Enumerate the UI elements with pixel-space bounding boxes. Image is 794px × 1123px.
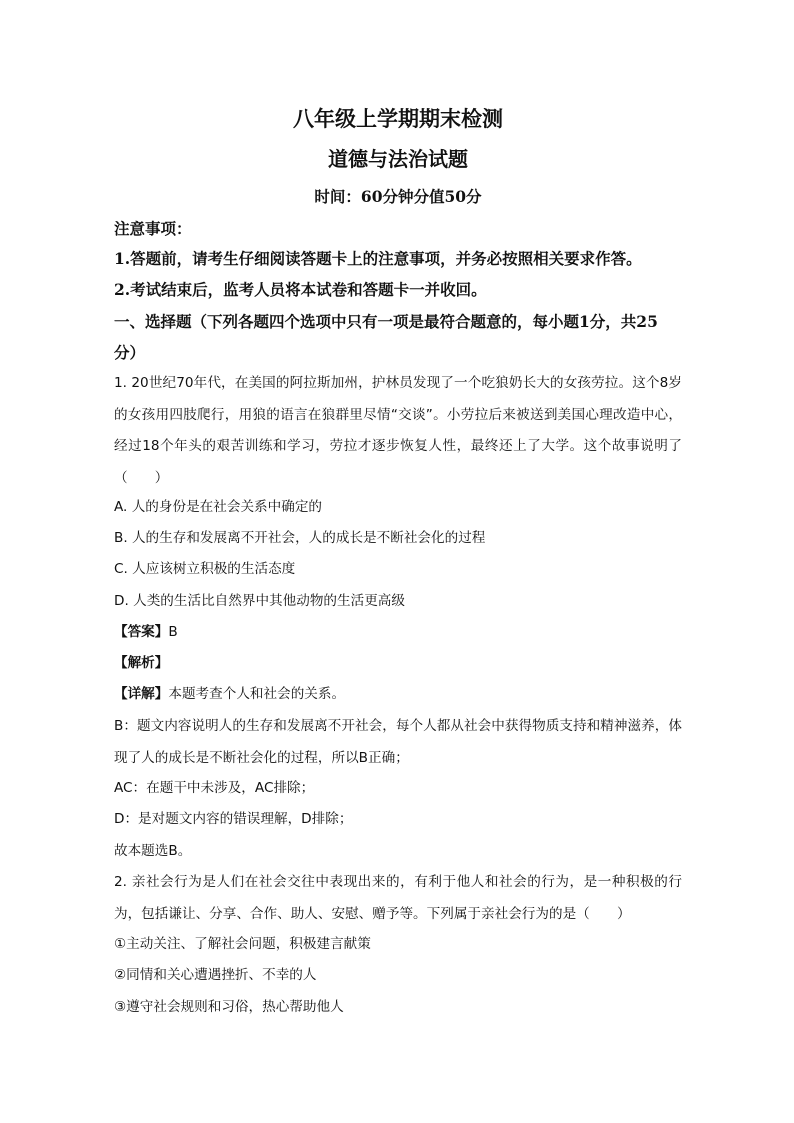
- answer-tag: 【答案】: [114, 624, 169, 640]
- section-heading: 一、选择题（下列各题四个选项中只有一项是最符合题意的，每小题1分，共25: [114, 312, 658, 331]
- question-1-option-b: B. 人的生存和发展离不开社会，人的成长是不断社会化的过程: [114, 530, 486, 546]
- notes-heading: 注意事项：: [114, 219, 192, 238]
- question-1-answer: [114, 617, 682, 649]
- question-2-choice-2: ②同情和关心遭遇挫折、不幸的人: [114, 967, 317, 983]
- analysis-tag: 【解析】: [114, 655, 169, 671]
- question-1-explanation-b: B：题文内容说明人的生存和发展离不开社会，每个人都从社会中获得物质支持和精神滋养，体现了人的成长是不断社会化的过程，所以B正确；: [114, 718, 682, 766]
- question-1-option-a: A. 人的身份是在社会关系中确定的: [114, 499, 323, 515]
- question-1-stem: 1. 20世纪70年代，在美国的阿拉斯加州，护林员发现了一个吃狼奶长大的女孩劳拉。这个8岁的女孩用四肢爬行，用狼的语言在狼群里尽情“交谈”。小劳拉后来被送到美国心理改造中心，经过18个年头的艰苦训练和学习，劳拉才逐步恢复人性，最终还上了大学。这个故事说明了（ ）: [114, 375, 682, 486]
- notes-item: 2.考试结束后，监考人员将本试卷和答题卡一并收回。: [114, 280, 487, 299]
- question-1-detail: [114, 679, 682, 711]
- question-1-option-d: D. 人类的生活比自然界中其他动物的生活更高级: [114, 593, 405, 609]
- question-1-explanation-ac: AC：在题干中未涉及，AC排除；: [114, 780, 315, 796]
- question-1-analysis-tag: [114, 648, 682, 680]
- question-2-choice-3: ③遵守社会规则和习俗，热心帮助他人: [114, 999, 344, 1015]
- detail-tag: 【详解】: [114, 686, 169, 702]
- question-1-explanation-d: D：是对题文内容的错误理解，D排除；: [114, 811, 353, 827]
- question-1-conclusion: 故本题选B。: [114, 843, 192, 859]
- exam-title: 八年级上学期期末检测: [293, 106, 503, 131]
- detail-text: 本题考查个人和社会的关系。: [168, 686, 346, 702]
- answer-value: B: [168, 624, 178, 640]
- exam-subtitle: 道德与法治试题: [328, 147, 468, 171]
- notes-item: 1.答题前，请考生仔细阅读答题卡上的注意事项，并务必按照相关要求作答。: [114, 249, 642, 268]
- question-2-stem: 2. 亲社会行为是人们在社会交往中表现出来的，有利于他人和社会的行为，是一种积极的行为，包括谦让、分享、合作、助人、安慰、赠予等。下列属于亲社会行为的是（ ）: [114, 874, 682, 922]
- question-1-option-c: C. 人应该树立积极的生活态度: [114, 561, 296, 577]
- question-2-choice-1: ①主动关注、了解社会问题，积极建言献策: [114, 936, 371, 952]
- exam-page: [114, 0, 682, 1123]
- exam-time-info: 时间：60分钟分值50分: [314, 187, 482, 206]
- section-heading-continued: 分）: [114, 343, 146, 362]
